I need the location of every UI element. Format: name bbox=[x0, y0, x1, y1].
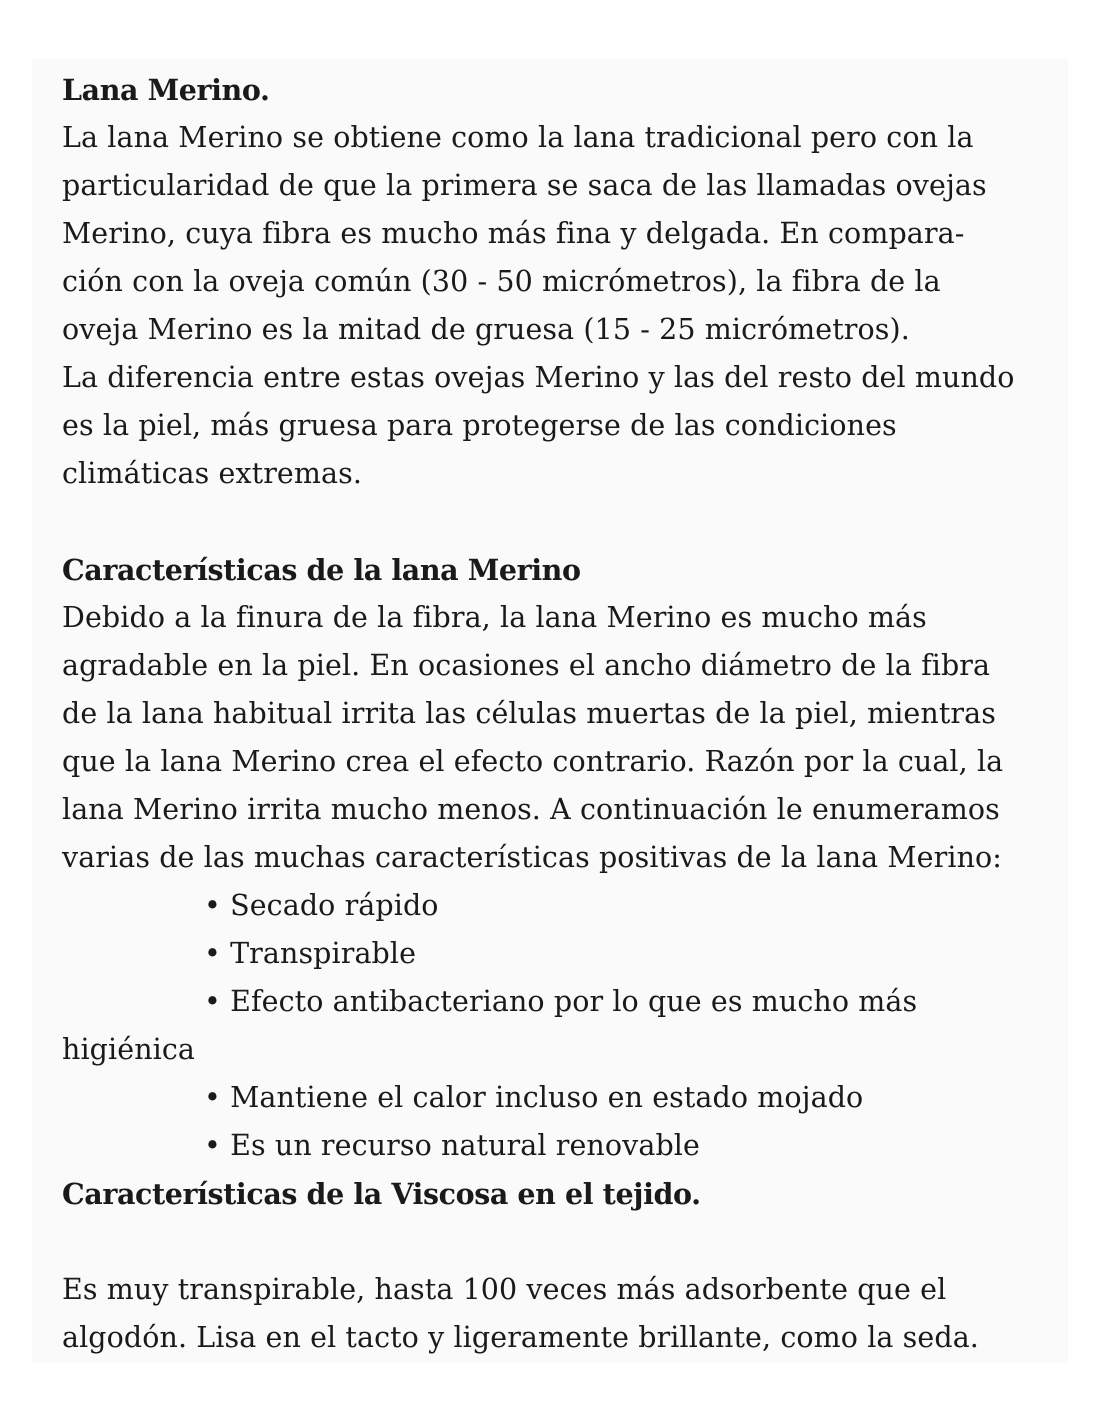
paragraph-line: algodón. Lisa en el tacto y ligeramente brillante, como la seda. bbox=[62, 1321, 979, 1354]
paragraph-line: lana Merino irrita mucho menos. A continuación le enumeramos bbox=[62, 793, 1000, 826]
paragraph-line: Debido a la finura de la fibra, la lana Merino es mucho más bbox=[62, 601, 927, 634]
list-item: • Es un recurso natural renovable bbox=[204, 1129, 700, 1162]
paragraph-line: oveja Merino es la mitad de gruesa (15 - 25 micrómetros). bbox=[62, 313, 910, 346]
heading-lana-merino: Lana Merino. bbox=[62, 73, 270, 107]
blank-line bbox=[62, 1218, 1062, 1266]
blank-line bbox=[62, 498, 1062, 546]
list-item: • Secado rápido bbox=[204, 889, 439, 922]
paragraph-line: Merino, cuya fibra es mucho más fina y delgada. En compara- bbox=[62, 217, 965, 250]
document-page bbox=[32, 58, 1068, 1362]
paragraph-line: Es muy transpirable, hasta 100 veces más adsorbente que el bbox=[62, 1273, 947, 1306]
paragraph-line: agradable en la piel. En ocasiones el ancho diámetro de la fibra bbox=[62, 649, 991, 682]
paragraph-line: ción con la oveja común (30 - 50 micrómetros), la fibra de la bbox=[62, 265, 941, 298]
paragraph-line: es la piel, más gruesa para protegerse de las condiciones bbox=[62, 409, 897, 442]
paragraph-line: La diferencia entre estas ovejas Merino y las del resto del mundo bbox=[62, 361, 1015, 394]
paragraph-line: varias de las muchas características positivas de la lana Merino: bbox=[62, 841, 1002, 874]
heading-caracteristicas-merino: Características de la lana Merino bbox=[62, 553, 581, 587]
paragraph-line: climáticas extremas. bbox=[62, 457, 362, 490]
paragraph-line: La lana Merino se obtiene como la lana tradicional pero con la bbox=[62, 121, 974, 154]
document-body bbox=[62, 66, 1062, 1362]
paragraph-line: de la lana habitual irrita las células muertas de la piel, mientras bbox=[62, 697, 996, 730]
list-item: • Efecto antibacteriano por lo que es mucho más bbox=[204, 985, 918, 1018]
heading-caracteristicas-viscosa: Características de la Viscosa en el tejido. bbox=[62, 1177, 701, 1211]
list-item: • Mantiene el calor incluso en estado mojado bbox=[204, 1081, 864, 1114]
paragraph-line: particularidad de que la primera se saca de las llamadas ovejas bbox=[62, 169, 987, 202]
paragraph-line: que la lana Merino crea el efecto contrario. Razón por la cual, la bbox=[62, 745, 1004, 778]
list-item: • Transpirable bbox=[204, 937, 417, 970]
list-item-continuation: higiénica bbox=[62, 1033, 196, 1066]
